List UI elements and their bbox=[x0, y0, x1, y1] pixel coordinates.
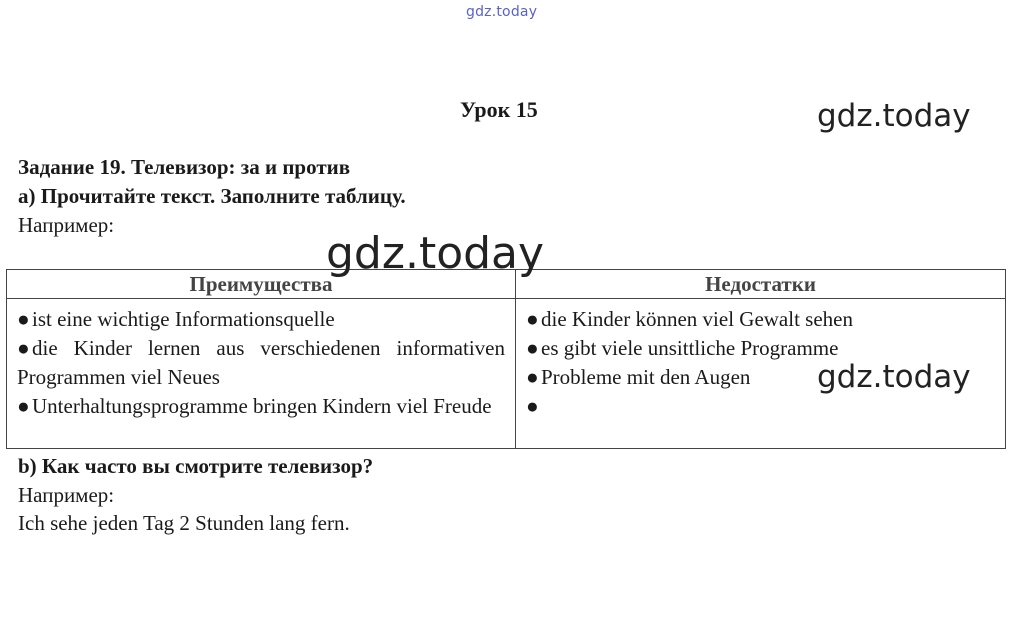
advantage-item: ● Unterhaltungsprogramme bringen Kindern viel Freude bbox=[17, 392, 505, 421]
example-label-a: Например: bbox=[18, 213, 115, 237]
example-label-b: Например: bbox=[18, 483, 115, 507]
watermark-right-middle: gdz.today bbox=[817, 359, 971, 395]
disadvantage-item: ● die Kinder können viel Gewalt sehen bbox=[526, 305, 995, 334]
disadvantage-item: ● Probleme mit den Augen bbox=[526, 363, 995, 392]
bullet-icon: ● bbox=[17, 336, 30, 360]
watermark-middle: gdz.today bbox=[326, 228, 545, 279]
lesson-title: Урок 15 bbox=[460, 97, 538, 122]
task-title: Задание 19. Телевизор: за и против bbox=[18, 155, 351, 179]
bullet-icon: ● bbox=[526, 394, 539, 418]
watermark-top: gdz.today bbox=[466, 4, 538, 20]
bullet-icon: ● bbox=[526, 307, 539, 331]
advantages-cell bbox=[7, 299, 516, 449]
header-disadvantages: Недостатки bbox=[516, 270, 1006, 299]
example-answer: Ich sehe jeden Tag 2 Stunden lang fern. bbox=[18, 511, 350, 535]
watermark-right-top: gdz.today bbox=[817, 98, 971, 134]
task-part-b: b) Как часто вы смотрите телевизор? bbox=[18, 454, 374, 478]
disadvantage-item: ● es gibt viele unsittliche Programme bbox=[526, 334, 995, 363]
bullet-icon: ● bbox=[17, 394, 30, 418]
header-advantages: Преимущества bbox=[7, 270, 516, 299]
bullet-icon: ● bbox=[17, 307, 30, 331]
disadvantage-item-empty bbox=[526, 392, 995, 421]
advantage-item: ● die Kinder lernen aus verschiedenen informativen Programmen viel Neues bbox=[17, 336, 505, 389]
bullet-icon: ● bbox=[526, 365, 539, 389]
task-part-a: а) Прочитайте текст. Заполните таблицу. bbox=[18, 184, 406, 208]
bullet-icon: ● bbox=[526, 336, 539, 360]
advantage-item: ● ist eine wichtige Informationsquelle bbox=[17, 305, 505, 334]
